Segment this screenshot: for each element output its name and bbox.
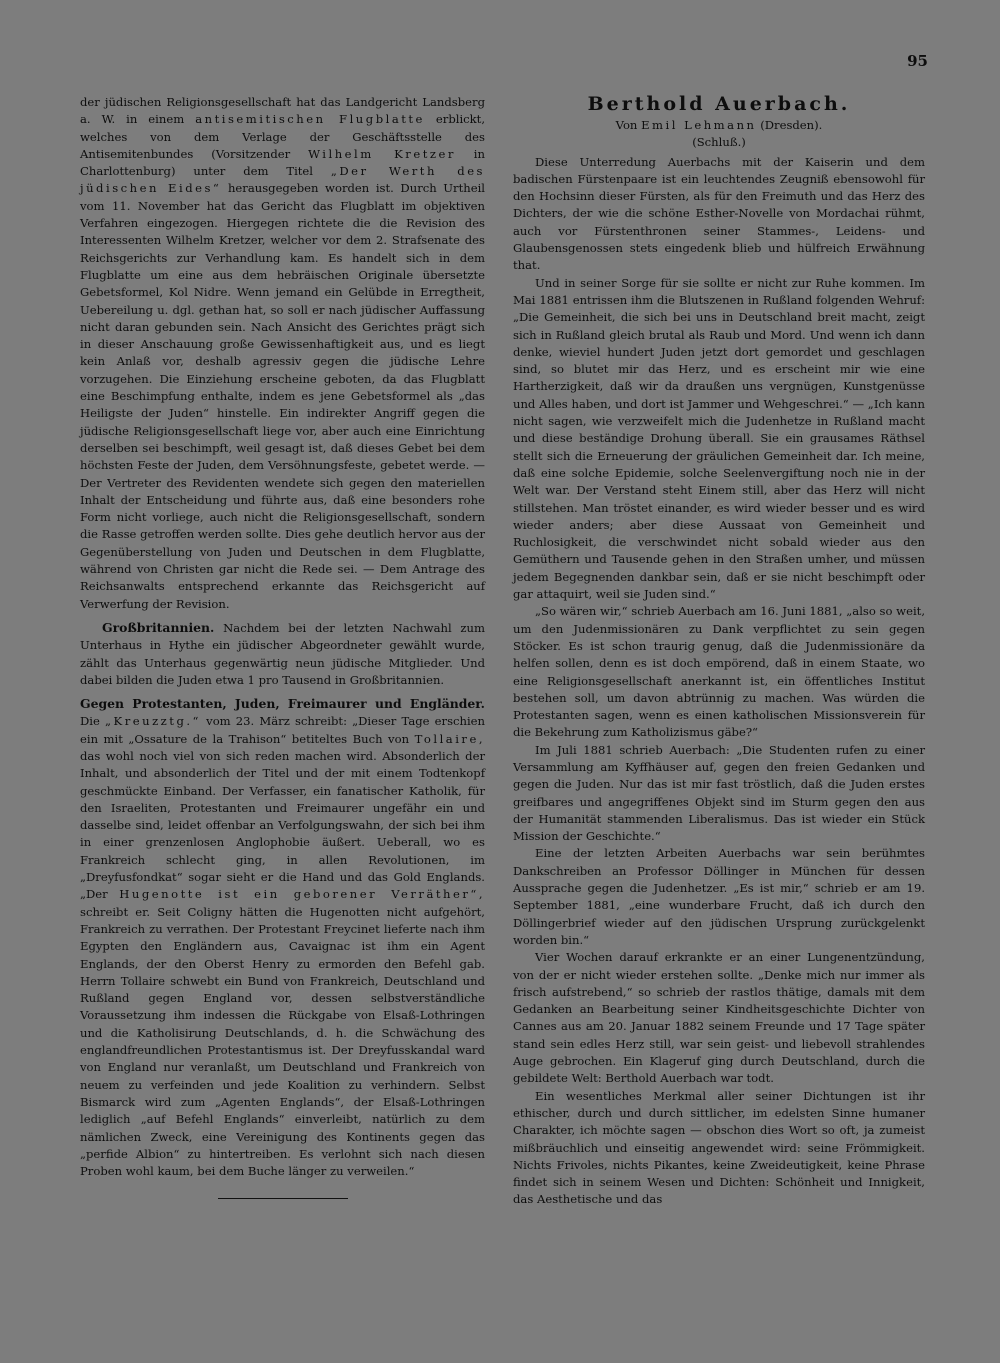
conclusion-note: (Schluß.) [692, 135, 746, 150]
paragraph: Vier Wochen darauf erkrankte er an einer Lungenentzündung, von der er nicht wieder erstehen sollte. „Denke mich nur immer als frisch aufstrebend,“ so schrieb der rastlos thätige, damals mit dem Gedanken an Bearbeitung seiner Kindheitsgeschichte Dichter von Cannes aus am 20. Januar 1882 seinem Freunde und 17 Tage später stand sein edles Herz still, war sein geist- und liebevoll strahlendes Auge gebrochen. Ein Klageruf ging durch Deutschland, durch die gebildete Welt: Berthold Auerbach war todt. [513, 950, 925, 1086]
reichsgericht-paragraph: der jüdischen Religionsgesellschaft hat das Landgericht Landsberg a. W. in einem antisemitischen Flugblatte erblickt, welches von dem Verlage der Geschäftsstelle des Antisemitenbundes (Vorsitzender Wilhelm Kretzer in Charlottenburg) unter dem Titel „Der Werth des jüdischen Eides“ herausgegeben worden ist. Durch Urtheil vom 11. November hat das Gericht das Flugblatt im objektiven Verfahren eingezogen. Hiergegen richtete die die Revision des Interessenten Wilhelm Kretzer, welcher vor dem 2. Strafsenate des Reichsgerichts zur Verhandlung kam. Es handelt sich in dem Flugblatte um eine aus dem hebräischen Originale übersetzte Gebetsformel, Kol Nidre. Wenn jemand ein Gelübde in Erregtheit, Uebereilung u. dgl. gethan hat, so soll er nach jüdischer Auffassung nicht daran gebunden sein. Nach Ansicht des Gerichtes prägt sich in dieser Anschauung große Gewissenhaftigkeit aus, und es liegt kein Anlaß vor, deshalb agressiv gegen die jüdische Lehre vorzugehen. Die Einziehung erscheine geboten, da das Flugblatt eine Beschimpfung enthalte, indem es jene Gebetsformel als „das Heiligste der Juden“ hinstelle. Ein indirekter Angriff gegen die jüdische Religionsgesellschaft liege vor, aber auch eine Einrichtung derselben sei beschimpft, weil gesagt ist, daß dieses Gebet bei dem höchsten Feste der Juden, dem Versöhnungsfeste, gebetet werde. — Der Vertreter des Revidenten wendete sich gegen den materiellen Inhalt der Entscheidung und führte aus, daß eine besonders rohe Form nicht vorliege, auch nicht die Religionsgesellschaft, sondern die Rasse getroffen werden sollte. Dies gehe deutlich hervor aus der Gegenüberstellung von Juden und Deutschen in dem Flugblatte, während von Christen gar nicht die Rede sei. — Dem Antrage des Reichsanwalts entsprechend erkannte das Reichsgericht auf Verwerfung der Revision. [80, 95, 486, 611]
right-column [513, 92, 925, 1209]
paragraph: Eine der letzten Arbeiten Auerbachs war sein berühmtes Dankschreiben an Professor Döllinger in München für dessen Aussprache gegen die Judenhetzer. „Es ist mir,“ schrieb er am 19. September 1881, „eine wunderbare Frucht, daß ich durch den Döllingerbrief wieder auf den jüdischen Ursprung zurückgelenkt worden bin.“ [513, 846, 925, 947]
paragraph: Diese Unterredung Auerbachs mit der Kaiserin und dem badischen Fürstenpaare ist ein leuchtendes Zeugniß ebensowohl für den Hochsinn dieser Fürsten, als für den Freimuth und das Herz des Dichters, der wie die schöne Esther-Novelle von Mordachai rühmt, auch vor Fürstenthronen seiner Stammes-, Leidens- und Glaubensgenossen stets eingedenk blieb und hülfreich Erwähnung that. [513, 154, 925, 273]
paragraph: Ein wesentliches Merkmal aller seiner Dichtungen ist ihr ethischer, durch und durch sittlicher, im edelsten Sinne humaner Charakter, ich möchte sagen — obschon dies Wort so oft, ja zumeist mißbräuchlich und einseitig angewendet wird: seine Frömmigkeit. Nichts Frivoles, nichts Pikantes, keine Zweideutigkeit, keine Phrase findet sich in seinem Wesen und Dichten: Schönheit und Innigkeit, das Aesthetische und das [513, 1088, 925, 1207]
end-rule [218, 1198, 348, 1199]
paragraph: „So wären wir,“ schrieb Auerbach am 16. Juni 1881, „also so weit, um den Judenmissionären zu Dank verpflichtet zu sein gegen Stöcker. Es ist schon traurig genug, daß die Judenmissionäre da helfen sollen, denn es ist doch empörend, daß in einem Staate, wo eine Religionsgesellschaft anerkannt ist, ein öffentliches Institut bestehen soll, um davon abtrünnig zu machen. Was würden die Protestanten sagen, wenn es einen katholischen Missionsverein für die Bekehrung zum Katholizismus gäbe?“ [513, 604, 925, 740]
grossbritannien-paragraph: Großbritannien. Nachdem bei der letzten Nachwahl zum Unterhaus in Hythe ein jüdischer Abgeordneter gewählt wurde, zählt das Unterhaus gegenwärtig neun jüdische Mitglieder. Und dabei bilden die Juden etwa 1 pro Tausend in Großbritannien. [80, 619, 485, 687]
left-column [80, 94, 485, 1199]
paragraph: Im Juli 1881 schrieb Auerbach: „Die Studenten rufen zu einer Versammlung am Kyffhäuser auf, gegen den freien Gedanken und gegen die Juden. Nur das ist mir fast tröstlich, daß die Juden erstes greifbares und angegriffenes Objekt sind im Sturm gegen den aus der Humanität stammenden Liberalismus. Das ist wieder ein Stück Mission der Geschichte.“ [513, 742, 925, 844]
article-title: Berthold Auerbach. [587, 93, 851, 115]
page-number: 95 [907, 52, 928, 70]
grossbritannien-heading: Großbritannien. [102, 619, 215, 635]
paragraph: Und in seiner Sorge für sie sollte er nicht zur Ruhe kommen. Im Mai 1881 entrissen ihm die Blutszenen in Rußland folgenden Wehruf: „Die Gemeinheit, die sich bei uns in Deutschland breit macht, zeigt sich in Rußland gleich brutal als Raub und Mord. Und wenn ich dann denke, wieviel hundert Juden jetzt dort gemordet und geschlagen sind, so blutet mir das Herz, und es erscheint mir wie eine Hartherzigkeit, daß wir da draußen uns vergnügen, Kunstgenüsse und Alles haben, und dort ist Jammer und Wehgeschrei.“ — „Ich kann nicht sagen, wie verzweifelt mich die Judenhetze in Rußland macht und diese beständige Drohung überall. Sie ein grausames Räthsel stellt sich die Erneuerung der gräulichen Gemeinheit dar. Ich meine, daß eine solche Epidemie, solche Seelenvergiftung noch nie in der Welt war. Der Verstand steht Einem still, aber das Herz will nicht stillstehen. Man tröstet einander, es wird wieder besser und es wird wieder anders; aber diese Aussaat von Gemeinheit und Ruchlosigkeit, die verschwindet nicht sobald wieder aus den Gemüthern und Tausende gehen in den Straßen umher, und müssen jedem Begegnenden dankbar sein, daß er sie nicht beschimpft oder gar attaquirt, weil sie Juden sind.“ [513, 275, 925, 602]
protestanten-heading: Gegen Protestanten, Juden, Freimaurer und Engländer. [80, 696, 485, 712]
byline: Von Emil Lehmann (Dresden). [615, 118, 823, 132]
protestanten-paragraph: Gegen Protestanten, Juden, Freimaurer und Engländer. Die „Kreuzztg.“ vom 23. März schreibt: „Dieser Tage erschien ein mit „Ossature de la Trahison“ betiteltes Buch von Tollaire, das wohl noch viel von sich reden machen wird. Absonderlich der Inhalt, und absonderlich der Titel und der mit einem Todtenkopf geschmückte Einband. Der Verfasser, ein fanatischer Katholik, für den Israeliten, Protestanten und Freimaurer ungefähr ein und dasselbe sind, leidet offenbar an Verfolgungswahn, der sich bei ihm in einer grenzenlosen Anglophobie äußert. Ueberall, wo es Frankreich schlecht ging, in allen Revolutionen, im „Dreyfusfondkat“ sogar sieht er die Hand und das Gold Englands. „Der Hugenotte ist ein geborener Verräther“, schreibt er. Seit Coligny hätten die Hugenotten nicht aufgehört, Frankreich zu verrathen. Der Protestant Freycinet lieferte nach ihm Egypten den Engländern aus, Cavaignac ist ihm ein Agent Englands, der den Oberst Henry zu ermorden den Befehl gab. Herrn Tollaire schwebt ein Bund von Frankreich, Deutschland und Rußland gegen England vor, dessen selbstverständliche Voraussetzung ihm indessen die Rückgabe von Elsaß-Lothringen und die Katholisirung Deutschlands, d. h. die Schwächung des englandfreundlichen Protestantismus ist. Der Dreyfusskandal ward von England nur veranlaßt, um Deutschland und Frankreich von neuem zu verfeinden und jede Koalition zu verhindern. Selbst Bismarck wird zum „Agenten Englands“, der Elsaß-Lothringen lediglich „auf Befehl Englands“ einverleibt, natürlich zu dem nämlichen Zweck, eine Vereinigung des Kontinents gegen das „perfide Albion“ zu hintertreiben. Es verlohnt sich nach diesen Proben wohl kaum, bei dem Buche länger zu verweilen.“ [80, 696, 486, 1179]
